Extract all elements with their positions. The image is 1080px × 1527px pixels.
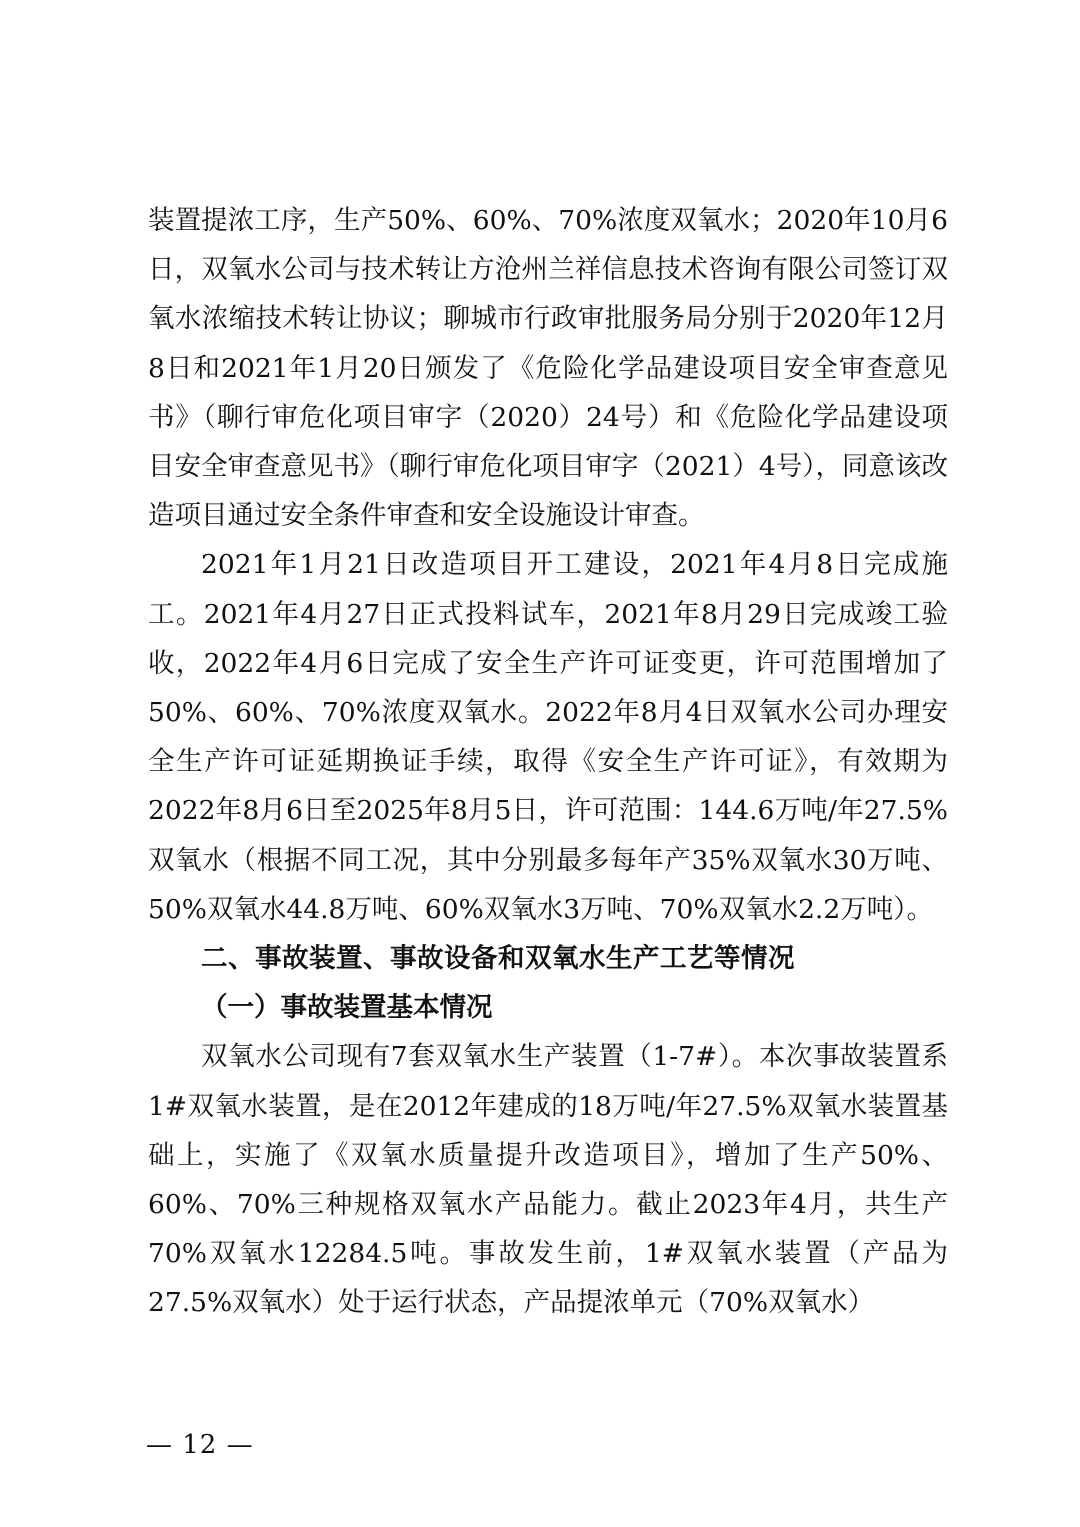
subsection-heading: （一）事故装置基本情况 bbox=[201, 992, 493, 1024]
paragraph-device-info: 双氧水公司现有7套双氧水生产装置（1-7#）。本次事故装置系1#双氧水装置，是在2012年建成的18万吨/年27.5%双氧水装置基础上，实施了《双氧水质量提升改造项目》，增加了生产50%、60%、70%三种规格双氧水产品能力。截止2023年4月，共生产70%双氧水12284.5吨。事故发生前，1#双氧水装置（产品为27.5%双氧水）处于运行状态，产品提浓单元（70%双氧水） bbox=[148, 1041, 948, 1319]
page-number: — 12 — bbox=[146, 1430, 254, 1460]
paragraph-continued: 装置提浓工序，生产50%、60%、70%浓度双氧水；2020年10月6日，双氧水公司与技术转让方沧州兰祥信息技术咨询有限公司签订双氧水浓缩技术转让协议；聊城市行政审批服务局分别于2020年12月8日和2021年1月20日颁发了《危险化学品建设项目安全审查意见书》（聊行审危化项目审字（2020）24号）和《危险化学品建设项目安全审查意见书》（聊行审危化项目审字（2021）4号），同意该改造项目通过安全条件审查和安全设施设计审查。 bbox=[148, 205, 948, 532]
section-heading: 二、事故装置、事故设备和双氧水生产工艺等情况 bbox=[201, 943, 795, 975]
paragraph-project-timeline: 2021年1月21日改造项目开工建设，2021年4月8日完成施工。2021年4月27日正式投料试车，2021年8月29日完成竣工验收，2022年4月6日完成了安全生产许可证变更，许可范围增加了50%、60%、70%浓度双氧水。2022年8月4日双氧水公司办理安全生产许可证延期换证手续，取得《安全生产许可证》，有效期为2022年8月6日至2025年8月5日，许可范围：144.6万吨/年27.5%双氧水（根据不同工况，其中分别最多每年产35%双氧水30万吨、50%双氧水44.8万吨、60%双氧水3万吨、70%双氧水2.2万吨）。 bbox=[148, 549, 948, 925]
document-body bbox=[148, 196, 948, 1328]
